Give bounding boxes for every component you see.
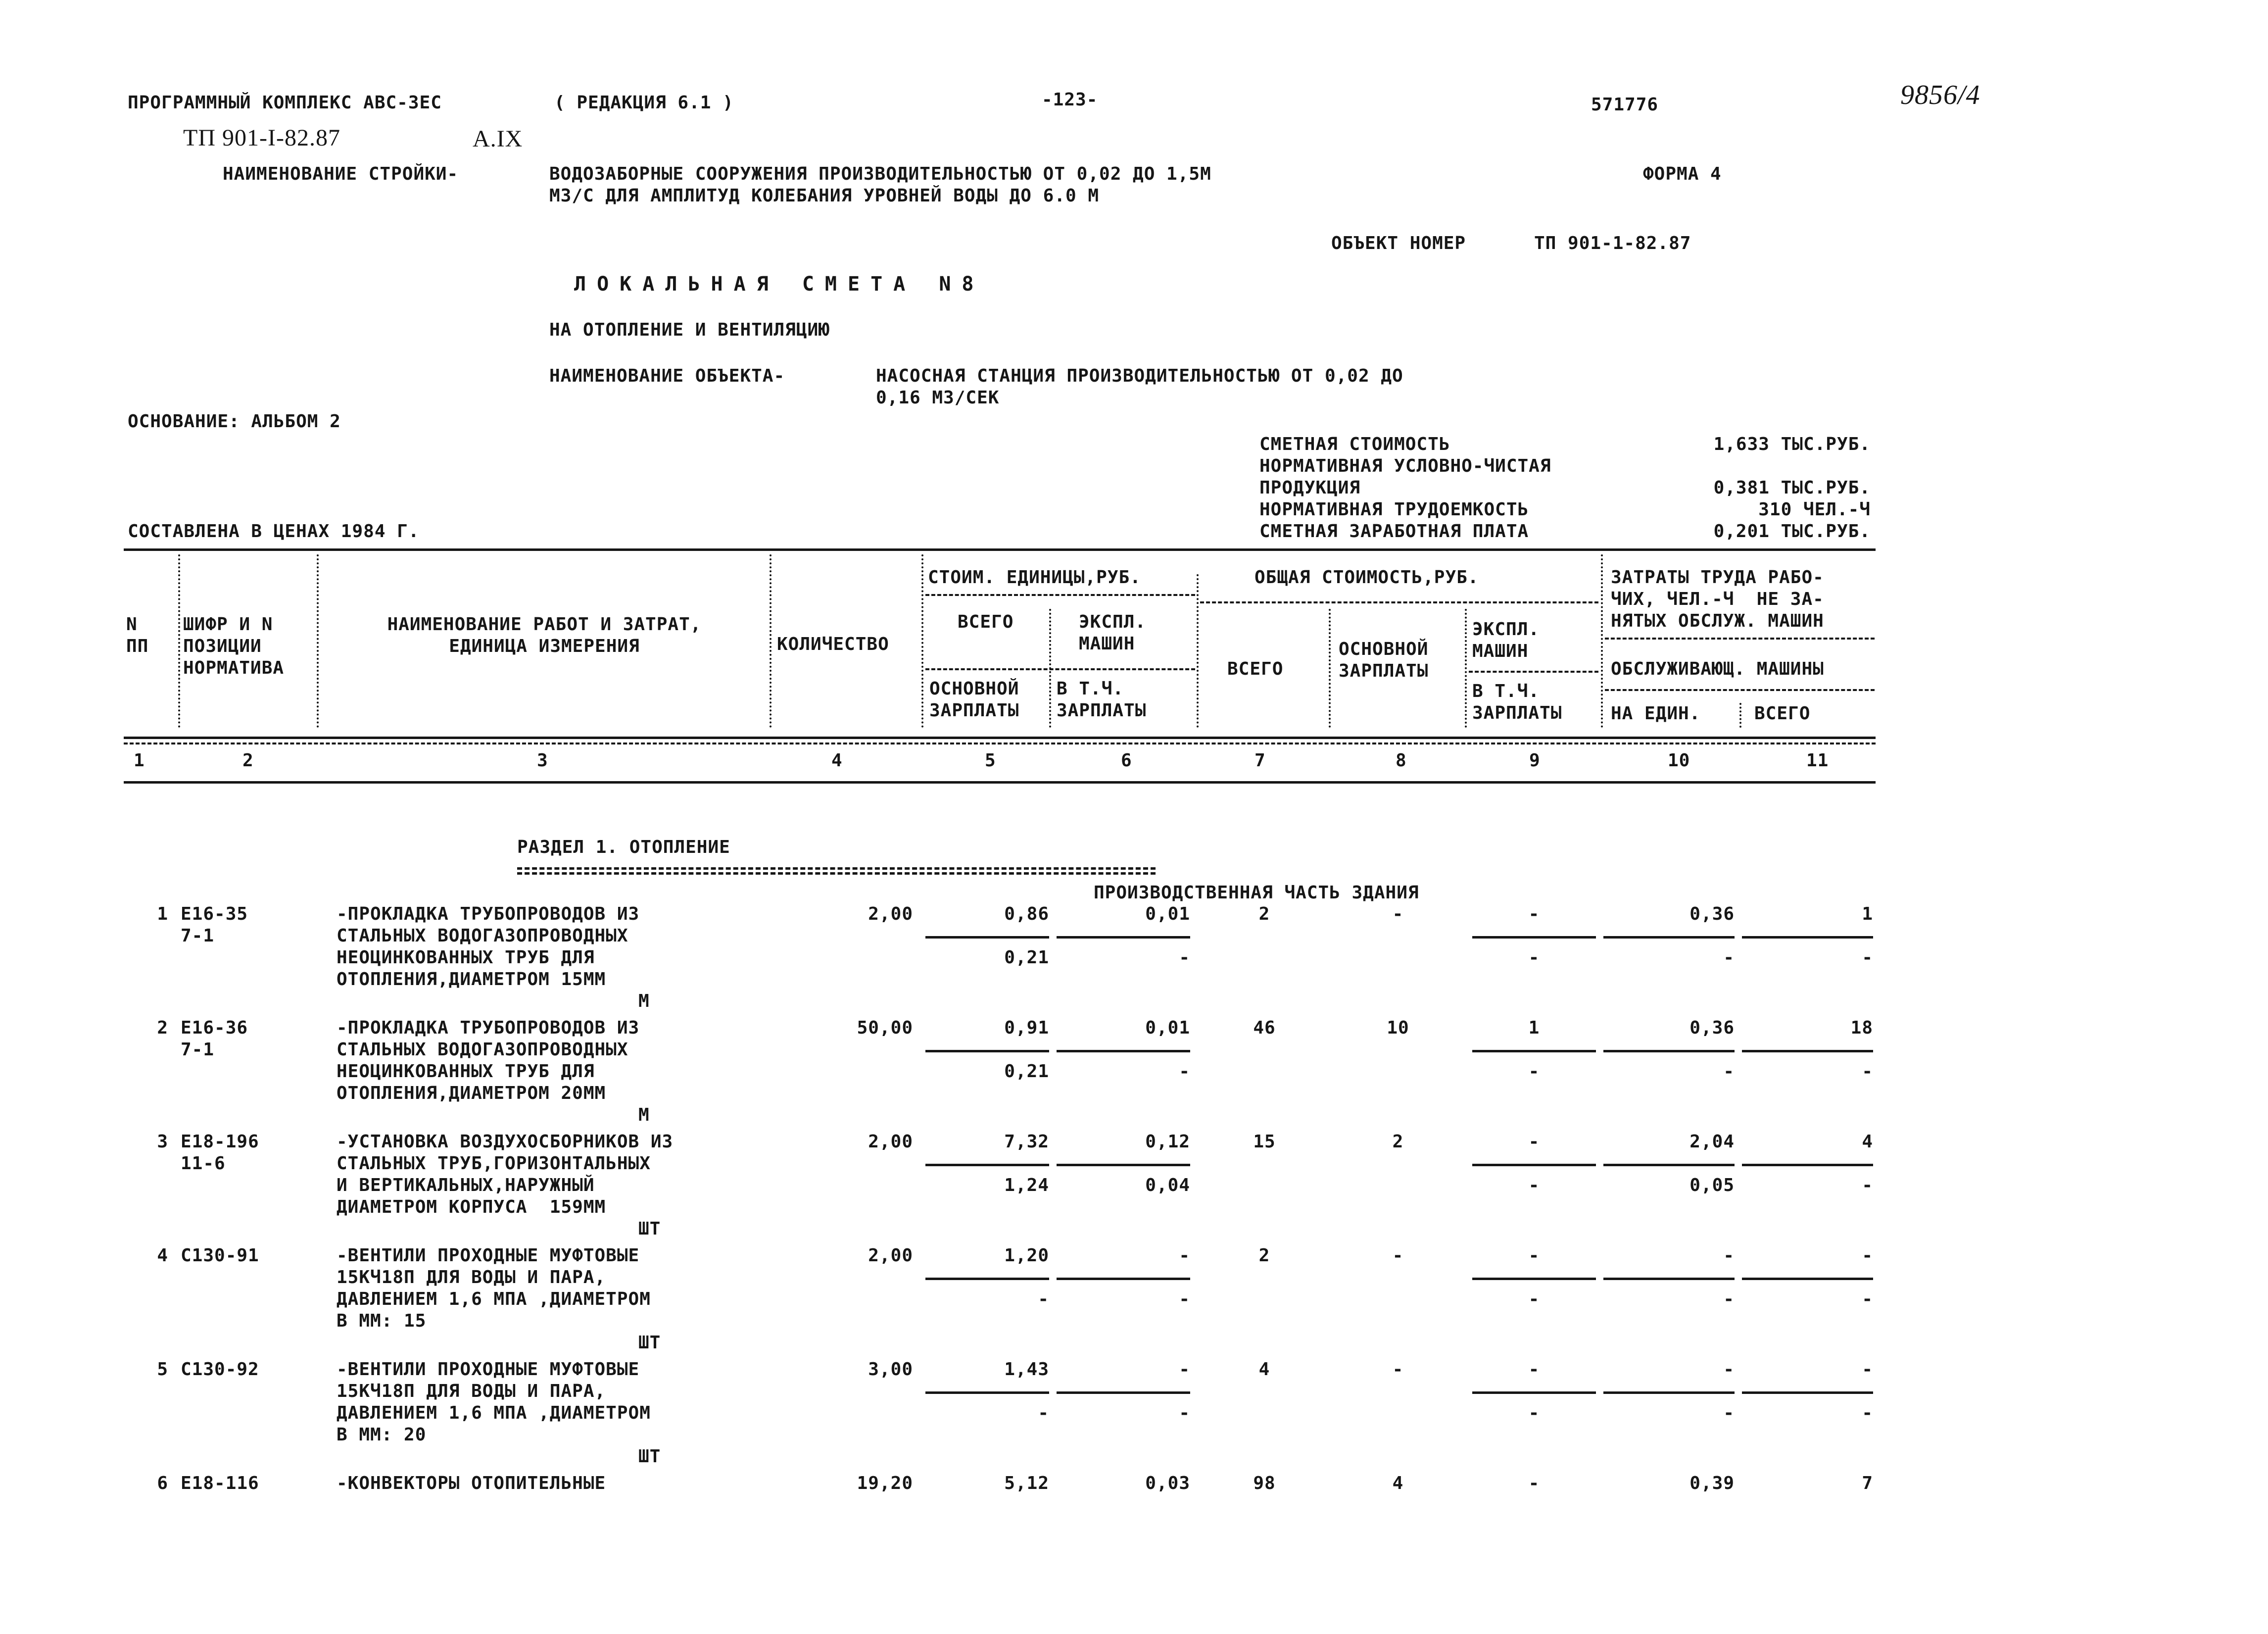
- row-number: 5: [157, 1359, 168, 1380]
- machine-cost: -: [1528, 904, 1540, 924]
- column-number: 6: [1121, 750, 1132, 771]
- row-number: 2: [157, 1018, 168, 1038]
- c11b: -: [1862, 1289, 1873, 1309]
- album-ref: А.IX: [473, 126, 523, 152]
- sub-divider: [1472, 1050, 1596, 1052]
- c10b: -: [1723, 1403, 1735, 1423]
- summary-label: СМЕТНАЯ СТОИМОСТЬ: [1259, 434, 1450, 454]
- sub-divider: [1057, 1164, 1190, 1166]
- labor-total: 4: [1862, 1132, 1873, 1152]
- column-number: 2: [242, 750, 254, 771]
- sub-divider: [1742, 936, 1873, 939]
- quantity: 2,00: [868, 1132, 913, 1152]
- norm-code: С130-91: [181, 1245, 259, 1266]
- basis: ОСНОВАНИЕ: АЛЬБОМ 2: [128, 411, 341, 432]
- c11b: -: [1862, 1403, 1873, 1423]
- c10b: -: [1723, 1061, 1735, 1082]
- estimate-title: ЛОКАЛЬНАЯ СМЕТА N8: [574, 273, 985, 296]
- sub-divider: [1057, 936, 1190, 939]
- sub-divider: [1603, 1391, 1735, 1394]
- norm-code: Е18-196 11-6: [181, 1132, 259, 1174]
- labor-total: 7: [1862, 1473, 1873, 1493]
- base-salary: 4: [1392, 1473, 1404, 1493]
- header-col-3: НАИМЕНОВАНИЕ РАБОТ И ЗАТРАТ, ЕДИНИЦА ИЗМЕРЕНИЯ: [387, 614, 702, 656]
- work-name: -КОНВЕКТОРЫ ОТОПИТЕЛЬНЫЕ: [337, 1473, 606, 1493]
- row-number: 1: [157, 904, 168, 924]
- doc-number: ТП 901-I-82.87: [183, 125, 340, 151]
- unit-cost-machines: 0,03: [1145, 1473, 1190, 1493]
- summary-label: ПРОДУКЦИЯ: [1259, 478, 1361, 498]
- c10b: 0,05: [1689, 1175, 1735, 1195]
- c6b: -: [1179, 1289, 1190, 1309]
- column-number: 9: [1529, 750, 1541, 771]
- c5b: 0,21: [1004, 1061, 1049, 1082]
- base-salary: 10: [1387, 1018, 1409, 1038]
- c10b: -: [1723, 947, 1735, 968]
- header-col-11: ВСЕГО: [1754, 703, 1811, 724]
- estimate-subject: НА ОТОПЛЕНИЕ И ВЕНТИЛЯЦИЮ: [549, 320, 830, 340]
- page-number: -123-: [1042, 90, 1098, 110]
- sub-divider: [1603, 1050, 1735, 1052]
- c9b: -: [1528, 1175, 1540, 1195]
- object-name-label: НАИМЕНОВАНИЕ ОБЪЕКТА-: [549, 366, 785, 386]
- c6b: -: [1179, 947, 1190, 968]
- total-cost: 46: [1253, 1018, 1276, 1038]
- unit-cost-total: 5,12: [1004, 1473, 1049, 1493]
- header-col-5b: ОСНОВНОЙ ЗАРПЛАТЫ: [929, 679, 1019, 721]
- sub-divider: [925, 936, 1049, 939]
- work-name: -УСТАНОВКА ВОЗДУХОСБОРНИКОВ ИЗ СТАЛЬНЫХ ТРУБ,ГОРИЗОНТАЛЬНЫХ И ВЕРТИКАЛЬНЫХ,НАРУЖНЫЙ ДИАМЕТРОМ КОРПУСА 159ММ: [337, 1132, 674, 1217]
- sub-divider: [1472, 1164, 1596, 1166]
- construction-label: НАИМЕНОВАНИЕ СТРОЙКИ-: [223, 164, 459, 184]
- unit-cost-machines: -: [1179, 1245, 1190, 1266]
- sub-divider: [1603, 1278, 1735, 1280]
- header-col-9: ЭКСПЛ. МАШИН: [1472, 619, 1540, 661]
- unit-cost-total: 7,32: [1004, 1132, 1049, 1152]
- c6b: -: [1179, 1403, 1190, 1423]
- column-number: 4: [831, 750, 843, 771]
- header-unit-cost: СТОИМ. ЕДИНИЦЫ,РУБ.: [928, 567, 1141, 588]
- sub-divider: [925, 1278, 1049, 1280]
- construction-line-2: МЗ/С ДЛЯ АМПЛИТУД КОЛЕБАНИЯ УРОВНЕЙ ВОДЫ ДО 6.0 М: [549, 186, 1100, 206]
- c11b: -: [1862, 1061, 1873, 1082]
- summary-value: 1,633 ТЫС.РУБ.: [1713, 434, 1871, 454]
- column-number: 8: [1396, 750, 1407, 771]
- row-number: 3: [157, 1132, 168, 1152]
- total-cost: 98: [1253, 1473, 1276, 1493]
- unit-cost-total: 0,91: [1004, 1018, 1049, 1038]
- unit-of-measure: М: [638, 1105, 650, 1125]
- header-col-2: ШИФР И N ПОЗИЦИИ НОРМАТИВА: [183, 614, 285, 678]
- c11b: -: [1862, 947, 1873, 968]
- quantity: 2,00: [868, 1245, 913, 1266]
- quantity: 50,00: [857, 1018, 913, 1038]
- norm-code: Е16-35 7-1: [181, 904, 248, 946]
- sub-divider: [1472, 1391, 1596, 1394]
- total-cost: 2: [1258, 904, 1270, 924]
- sub-divider: [1057, 1391, 1190, 1394]
- object-name-line-2: 0,16 МЗ/СЕК: [876, 388, 1000, 408]
- header-total-cost: ОБЩАЯ СТОИМОСТЬ,РУБ.: [1255, 567, 1479, 588]
- column-number: 11: [1806, 750, 1829, 771]
- header-col-7: ВСЕГО: [1227, 659, 1284, 679]
- machine-cost: 1: [1528, 1018, 1540, 1038]
- unit-of-measure: ШТ: [638, 1219, 661, 1239]
- unit-cost-total: 0,86: [1004, 904, 1049, 924]
- work-name: -ПРОКЛАДКА ТРУБОПРОВОДОВ ИЗ СТАЛЬНЫХ ВОДОГАЗОПРОВОДНЫХ НЕОЦИНКОВАННЫХ ТРУБ ДЛЯ ОТОПЛЕНИЯ,ДИАМЕТРОМ 20ММ: [337, 1018, 640, 1103]
- object-name-line-1: НАСОСНАЯ СТАНЦИЯ ПРОИЗВОДИТЕЛЬНОСТЬЮ ОТ 0,02 ДО: [876, 366, 1403, 386]
- handwritten-number: 9856/4: [1900, 80, 1980, 110]
- sub-divider: [1742, 1164, 1873, 1166]
- quantity: 2,00: [868, 904, 913, 924]
- unit-of-measure: ШТ: [638, 1446, 661, 1467]
- summary-value: 0,201 ТЫС.РУБ.: [1713, 521, 1871, 542]
- machine-cost: -: [1528, 1132, 1540, 1152]
- base-salary: -: [1392, 1245, 1404, 1266]
- unit-of-measure: ШТ: [638, 1333, 661, 1353]
- labor-per-unit: -: [1723, 1245, 1735, 1266]
- base-salary: -: [1392, 1359, 1404, 1380]
- quantity: 3,00: [868, 1359, 913, 1380]
- labor-total: -: [1862, 1245, 1873, 1266]
- labor-total: 1: [1862, 904, 1873, 924]
- c5b: -: [1038, 1403, 1049, 1423]
- labor-per-unit: 0,36: [1689, 1018, 1735, 1038]
- unit-of-measure: М: [638, 991, 650, 1011]
- column-number: 3: [537, 750, 548, 771]
- header-col-1: N ПП: [126, 614, 149, 656]
- header-col-4: КОЛИЧЕСТВО: [777, 634, 889, 654]
- sub-divider: [1742, 1278, 1873, 1280]
- c5b: 0,21: [1004, 947, 1049, 968]
- column-number: 10: [1668, 750, 1690, 771]
- unit-cost-total: 1,43: [1004, 1359, 1049, 1380]
- section-subtitle: ПРОИЗВОДСТВЕННАЯ ЧАСТЬ ЗДАНИЯ: [1094, 883, 1419, 903]
- c9b: -: [1528, 1289, 1540, 1309]
- sub-divider: [1057, 1278, 1190, 1280]
- summary-label: НОРМАТИВНАЯ УСЛОВНО-ЧИСТАЯ: [1259, 456, 1551, 476]
- sub-divider: [925, 1391, 1049, 1394]
- column-number: 1: [134, 750, 145, 771]
- sub-divider: [1742, 1050, 1873, 1052]
- construction-line-1: ВОДОЗАБОРНЫЕ СООРУЖЕНИЯ ПРОИЗВОДИТЕЛЬНОСТЬЮ ОТ 0,02 ДО 1,5М: [549, 164, 1211, 184]
- section-title: РАЗДЕЛ 1. ОТОПЛЕНИЕ: [517, 837, 730, 857]
- total-cost: 4: [1258, 1359, 1270, 1380]
- summary-label: НОРМАТИВНАЯ ТРУДОЕМКОСТЬ: [1259, 499, 1529, 520]
- unit-cost-total: 1,20: [1004, 1245, 1049, 1266]
- header-col-6b: В Т.Ч. ЗАРПЛАТЫ: [1057, 679, 1147, 721]
- c9b: -: [1528, 1403, 1540, 1423]
- labor-per-unit: -: [1723, 1359, 1735, 1380]
- column-number: 5: [985, 750, 996, 771]
- header-col-8: ОСНОВНОЙ ЗАРПЛАТЫ: [1339, 639, 1429, 681]
- sub-divider: [1057, 1050, 1190, 1052]
- c10b: -: [1723, 1289, 1735, 1309]
- sub-divider: [1603, 1164, 1735, 1166]
- unit-cost-machines: 0,01: [1145, 1018, 1190, 1038]
- row-number: 6: [157, 1473, 168, 1493]
- c6b: -: [1179, 1061, 1190, 1082]
- document-code: 571776: [1591, 95, 1659, 115]
- norm-code: С130-92: [181, 1359, 259, 1380]
- norm-code: Е18-116: [181, 1473, 259, 1493]
- header-labor: ЗАТРАТЫ ТРУДА РАБО- ЧИХ, ЧЕЛ.-Ч НЕ ЗА- НЯТЫХ ОБСЛУЖ. МАШИН: [1611, 567, 1824, 631]
- program-name: ПРОГРАММНЫЙ КОМПЛЕКС АВС-3ЕС: [128, 93, 442, 113]
- norm-code: Е16-36 7-1: [181, 1018, 248, 1060]
- row-number: 4: [157, 1245, 168, 1266]
- work-name: -ВЕНТИЛИ ПРОХОДНЫЕ МУФТОВЫЕ 15КЧ18П ДЛЯ ВОДЫ И ПАРА, ДАВЛЕНИЕМ 1,6 МПА ,ДИАМЕТРОМ В ММ: 15: [337, 1245, 651, 1331]
- header-labor-2: ОБСЛУЖИВАЮЩ. МАШИНЫ: [1611, 659, 1824, 679]
- header-col-6: ЭКСПЛ. МАШИН: [1079, 612, 1147, 654]
- total-cost: 15: [1253, 1132, 1276, 1152]
- machine-cost: -: [1528, 1359, 1540, 1380]
- sub-divider: [1472, 936, 1596, 939]
- summary-label: СМЕТНАЯ ЗАРАБОТНАЯ ПЛАТА: [1259, 521, 1529, 542]
- unit-cost-machines: 0,01: [1145, 904, 1190, 924]
- summary-value: 310 ЧЕЛ.-Ч: [1758, 499, 1871, 520]
- object-number-label: ОБЪЕКТ НОМЕР: [1331, 233, 1466, 253]
- labor-total: 18: [1850, 1018, 1873, 1038]
- total-cost: 2: [1258, 1245, 1270, 1266]
- c5b: 1,24: [1004, 1175, 1049, 1195]
- prices-year: СОСТАВЛЕНА В ЦЕНАХ 1984 Г.: [128, 521, 420, 542]
- form-label: ФОРМА 4: [1643, 164, 1722, 184]
- unit-cost-machines: 0,12: [1145, 1132, 1190, 1152]
- sub-divider: [1472, 1278, 1596, 1280]
- work-name: -ВЕНТИЛИ ПРОХОДНЫЕ МУФТОВЫЕ 15КЧ18П ДЛЯ ВОДЫ И ПАРА, ДАВЛЕНИЕМ 1,6 МПА ,ДИАМЕТРОМ В ММ: 20: [337, 1359, 651, 1445]
- edition: ( РЕДАКЦИЯ 6.1 ): [554, 93, 734, 113]
- c6b: 0,04: [1145, 1175, 1190, 1195]
- c11b: -: [1862, 1175, 1873, 1195]
- c5b: -: [1038, 1289, 1049, 1309]
- labor-per-unit: 0,36: [1689, 904, 1735, 924]
- object-number: ТП 901-1-82.87: [1534, 233, 1691, 253]
- labor-total: -: [1862, 1359, 1873, 1380]
- base-salary: -: [1392, 904, 1404, 924]
- sub-divider: [1603, 936, 1735, 939]
- base-salary: 2: [1392, 1132, 1404, 1152]
- unit-cost-machines: -: [1179, 1359, 1190, 1380]
- c9b: -: [1528, 947, 1540, 968]
- header-col-5: ВСЕГО: [958, 612, 1014, 632]
- sub-divider: [1742, 1391, 1873, 1394]
- column-number: 7: [1255, 750, 1266, 771]
- header-col-9b: В Т.Ч. ЗАРПЛАТЫ: [1472, 681, 1562, 723]
- header-col-10: НА ЕДИН.: [1611, 703, 1701, 724]
- machine-cost: -: [1528, 1473, 1540, 1493]
- labor-per-unit: 2,04: [1689, 1132, 1735, 1152]
- labor-per-unit: 0,39: [1689, 1473, 1735, 1493]
- sub-divider: [925, 1050, 1049, 1052]
- summary-value: 0,381 ТЫС.РУБ.: [1713, 478, 1871, 498]
- c9b: -: [1528, 1061, 1540, 1082]
- quantity: 19,20: [857, 1473, 913, 1493]
- sub-divider: [925, 1164, 1049, 1166]
- work-name: -ПРОКЛАДКА ТРУБОПРОВОДОВ ИЗ СТАЛЬНЫХ ВОДОГАЗОПРОВОДНЫХ НЕОЦИНКОВАННЫХ ТРУБ ДЛЯ ОТОПЛЕНИЯ,ДИАМЕТРОМ 15ММ: [337, 904, 640, 990]
- machine-cost: -: [1528, 1245, 1540, 1266]
